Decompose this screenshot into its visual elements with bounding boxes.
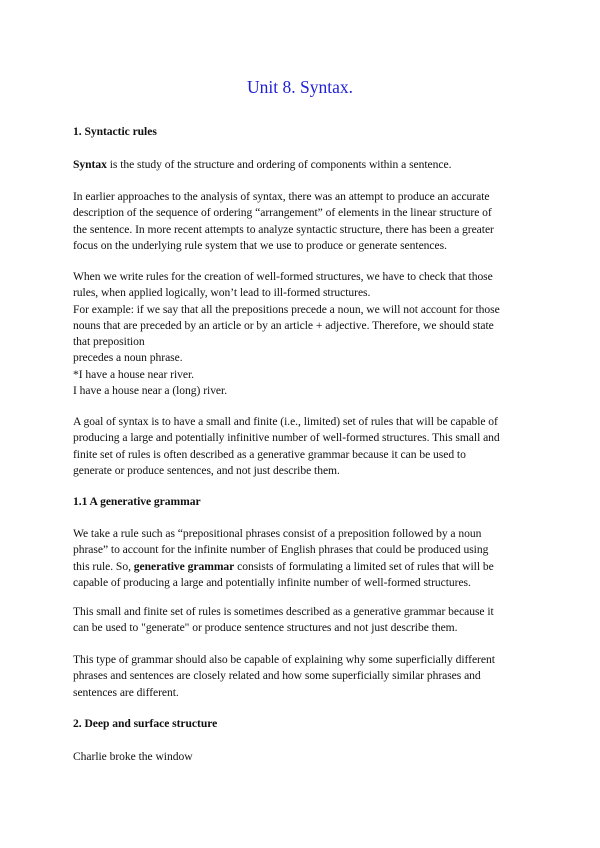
paragraph-well-formed-rules [73,269,533,399]
text-line: that preposition [73,335,145,349]
text-line [73,559,533,575]
text-line: For example: if we say that all the prepositions precede a noun, we will not account for those [73,302,500,316]
section-heading-generative-grammar: 1.1 A generative grammar [73,495,201,508]
text-line: This small and finite set of rules is sometimes described as a generative grammar because it [73,605,494,618]
text-fragment: this rule. So, [73,559,134,573]
paragraph-syntax-definition [73,157,533,173]
term-generative-grammar: generative grammar [133,559,235,573]
example-grammatical: I have a house near a (long) river. [73,384,228,398]
text-line: can be used to "generate" or produce sentence structures and not just describe them. [73,621,458,635]
text-line: sentences are different. [73,685,179,699]
section-heading-syntactic-rules: 1. Syntactic rules [73,125,157,138]
text-line: finite set of rules is often described as a generative grammar because it can be used to [73,447,466,461]
text-line: When we write rules for the creation of well-formed structures, we have to check that those [73,270,493,283]
text-line: generate or produce sentences, and not just describe them. [73,463,340,477]
paragraph-goal-of-syntax [73,414,533,479]
text-line: description of the sequence of ordering “arrangement” of elements in the linear structure of [73,206,492,220]
paragraph-generative-rule [73,526,533,591]
text-line: precedes a noun phrase. [73,351,183,365]
example-ungrammatical: *I have a house near river. [73,367,194,381]
text-fragment: consists of formulating a limited set of rules that will be [234,559,494,573]
text-line: We take a rule such as “prepositional phrases consist of a preposition followed by a noun [73,527,482,540]
section-heading-deep-surface-structure: 2. Deep and surface structure [73,717,218,730]
definition-text: is the study of the structure and ordering of components within a sentence. [106,158,452,171]
example-sentence: Charlie broke the window [73,750,193,763]
text-line: capable of producing a large and potentially infinite number of well-formed structures. [73,575,471,589]
paragraph-grammar-explains [73,652,533,701]
page-title: Unit 8. Syntax. [247,77,353,97]
text-line: the sentence. In more recent attempts to analyze syntactic structure, there has been a greater [73,222,494,236]
paragraph-small-finite-set [73,604,533,637]
text-line: phrase” to account for the infinite number of English phrases that could be produced using [73,543,489,557]
paragraph-earlier-approaches [73,189,533,254]
text-line: A goal of syntax is to have a small and finite (i.e., limited) set of rules that will be capable of [73,415,498,428]
text-line: focus on the underlying rule system that we use to produce or generate sentences. [73,238,447,252]
text-line: This type of grammar should also be capable of explaining why some superficially different [73,653,495,666]
text-line: nouns that are preceded by an article or by an article + adjective. Therefore, we should state [73,318,494,332]
term-syntax: Syntax [73,158,107,171]
text-line: phrases and sentences are closely related and how some superficially similar phrases and [73,669,481,683]
text-line: rules, when applied logically, won’t lead to ill-formed structures. [73,286,371,300]
text-line: In earlier approaches to the analysis of syntax, there was an attempt to produce an accurate [73,190,490,203]
text-line: producing a large and potentially infinitive number of well-formed structures. This small and [73,431,500,445]
